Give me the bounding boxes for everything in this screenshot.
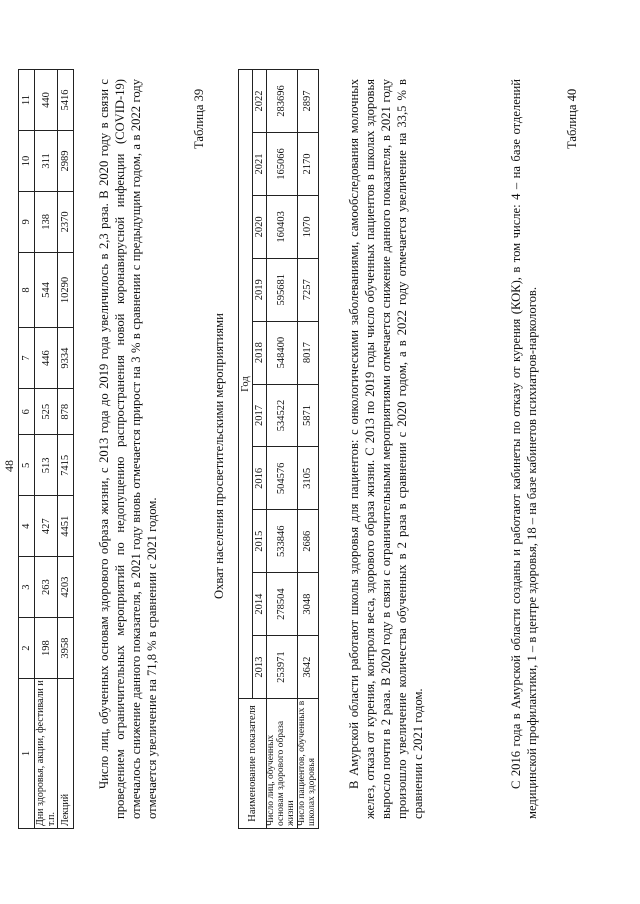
table-cell: 595681 xyxy=(267,258,298,321)
year-cell: 2021 xyxy=(253,132,267,195)
header-cell: 9 xyxy=(19,191,35,252)
paragraph-health-education: Число лиц, обученных основам здорового образа жизни, с 2013 года до 2019 года увеличилось в 2,3 раза. В 2020 году в связи с проведением ограничительных мероприятий по недопущению распространения новой коронавирусной инфекции (COVID-19) отмечалось снижение данного показателя, в 2021 году вновь отмечается прирост на 3 % в сравнении с предыдущим годом, а в 2022 году отмечается увеличение на 71,8 % в сравнении с 2021 годом. xyxy=(97,79,159,819)
table-40-label: Таблица 40 xyxy=(565,88,579,149)
column-header: Наименование показателя xyxy=(239,699,267,829)
table-cell: 4451 xyxy=(58,496,74,557)
table-cell: 283696 xyxy=(267,70,298,133)
table-cell: 513 xyxy=(35,435,58,496)
table-header-row xyxy=(239,70,253,829)
table-cell: 5871 xyxy=(297,384,318,447)
header-cell: 5 xyxy=(19,435,35,496)
table-header-row xyxy=(19,70,35,829)
year-cell: 2020 xyxy=(253,195,267,258)
paragraph-health-schools: В Амурской области работают школы здоровья для пациентов: с онкологическими заболеваниями, самообследования молочных желез, отказа от курения, контроля веса, здорового образа жизни. С 2013 по 2019 годы число обученных пациентов в школах здоровья выросло почти в 2 раза. В 2020 году в связи с ограничительными мероприятиями отмечается снижение данного показателя, в 2021 году произошло увеличение количества обученных в 2 раза в сравнении с 2020 годом, а в 2022 году отмечается увеличение на 33,5 % в сравнении с 2021 годом. xyxy=(347,79,425,819)
header-cell: 4 xyxy=(19,496,35,557)
table-row xyxy=(35,70,58,829)
row-label: Число лиц, обученных основам здорового образа жизни xyxy=(267,699,298,829)
table-cell: 7415 xyxy=(58,435,74,496)
year-cell: 2022 xyxy=(253,70,267,133)
year-header: Год xyxy=(239,70,253,699)
year-cell: 2016 xyxy=(253,447,267,510)
row-label: Лекций xyxy=(58,679,74,829)
header-cell: 11 xyxy=(19,70,35,131)
table-cell: 525 xyxy=(35,389,58,435)
table-cell: 2686 xyxy=(297,510,318,573)
header-cell: 8 xyxy=(19,252,35,327)
table-cell: 446 xyxy=(35,328,58,389)
table-cell: 878 xyxy=(58,389,74,435)
year-cell: 2015 xyxy=(253,510,267,573)
table-cell: 311 xyxy=(35,130,58,191)
table-cell: 504576 xyxy=(267,447,298,510)
year-cell: 2017 xyxy=(253,384,267,447)
table-cell: 5416 xyxy=(58,70,74,131)
table-cell: 427 xyxy=(35,496,58,557)
table-cell: 9334 xyxy=(58,328,74,389)
table-cell: 278504 xyxy=(267,573,298,636)
year-cell: 2018 xyxy=(253,321,267,384)
table-cell: 8017 xyxy=(297,321,318,384)
header-cell: 3 xyxy=(19,557,35,618)
activities-table xyxy=(18,69,74,829)
table-cell: 2897 xyxy=(297,70,318,133)
year-cell: 2014 xyxy=(253,573,267,636)
outreach-table xyxy=(238,69,319,829)
table-cell: 160403 xyxy=(267,195,298,258)
table-cell: 2170 xyxy=(297,132,318,195)
table-cell: 7257 xyxy=(297,258,318,321)
table-cell: 198 xyxy=(35,618,58,679)
page-number: 48 xyxy=(2,460,16,472)
table-cell: 533846 xyxy=(267,510,298,573)
header-cell: 1 xyxy=(19,679,35,829)
year-cell: 2013 xyxy=(253,636,267,699)
table-cell: 2370 xyxy=(58,191,74,252)
table-cell: 548400 xyxy=(267,321,298,384)
table-cell: 544 xyxy=(35,252,58,327)
table-row xyxy=(58,70,74,829)
table-cell: 138 xyxy=(35,191,58,252)
table-cell: 3642 xyxy=(297,636,318,699)
table-row xyxy=(267,70,298,829)
table-cell: 2989 xyxy=(58,130,74,191)
row-label: Число пациентов, обученных в школах здоровья xyxy=(297,699,318,829)
table-cell: 253971 xyxy=(267,636,298,699)
table-cell: 534522 xyxy=(267,384,298,447)
header-cell: 10 xyxy=(19,130,35,191)
table-cell: 3048 xyxy=(297,573,318,636)
year-cell: 2019 xyxy=(253,258,267,321)
table-row xyxy=(297,70,318,829)
paragraph-smoking-cabinets: С 2016 года в Амурской области созданы и работают кабинеты по отказу от курения (КОК), в том числе: 4 – на базе отделений медицинской профилактики, 1 – в центре здоровья, 18 – на базе кабинетов психиатров-наркологов. xyxy=(509,79,539,819)
table-cell: 3958 xyxy=(58,618,74,679)
header-cell: 7 xyxy=(19,328,35,389)
table-cell: 4203 xyxy=(58,557,74,618)
table-39-label: Таблица 39 xyxy=(192,88,206,149)
header-cell: 2 xyxy=(19,618,35,679)
table-cell: 263 xyxy=(35,557,58,618)
header-cell: 6 xyxy=(19,389,35,435)
table-cell: 440 xyxy=(35,70,58,131)
table-cell: 1070 xyxy=(297,195,318,258)
table-cell: 165066 xyxy=(267,132,298,195)
table-cell: 10290 xyxy=(58,252,74,327)
table-cell: 3105 xyxy=(297,447,318,510)
row-label: Дни здоровья, акции, фестивали и т.п. xyxy=(35,679,58,829)
table-39-title: Охват населения просветительскими мероприятиями xyxy=(212,313,226,599)
